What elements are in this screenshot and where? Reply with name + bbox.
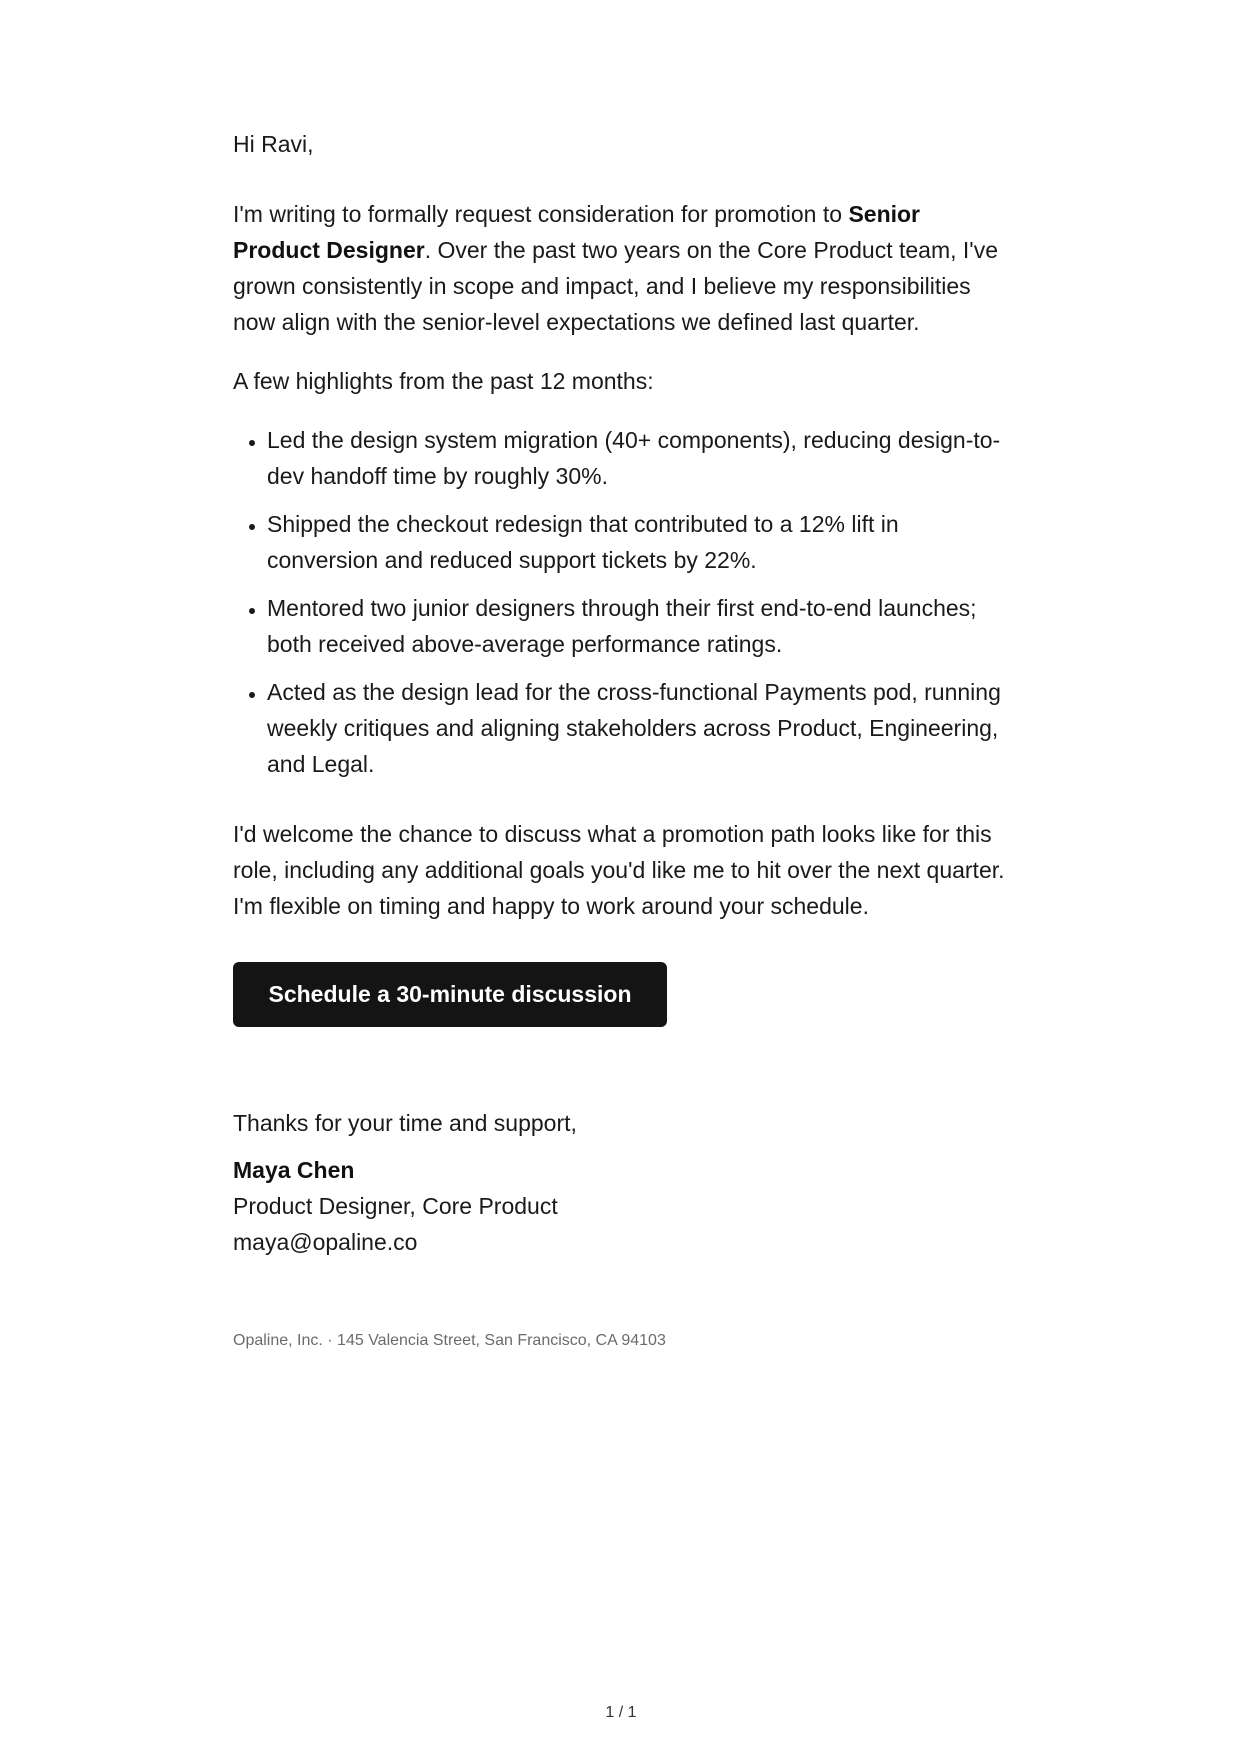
highlight-item: • Acted as the design lead for the cross-functional Payments pod, running weekly critiques and aligning stakeholders across Product, Engineering, and Legal. xyxy=(267,674,1013,782)
schedule-discussion-button[interactable]: Schedule a 30-minute discussion xyxy=(233,962,667,1027)
intro-text-before: I'm writing to formally request consideration for promotion to xyxy=(233,201,849,227)
intro-text-after: . Over the past two years on the Core Product team, I've grown consistently in scope and impact, and I believe my responsibilities now align with the senior-level expectations we defined last quarter. xyxy=(233,237,998,335)
highlights-list xyxy=(233,422,1013,782)
highlight-item: • Led the design system migration (40+ components), reducing design-to-dev handoff time by roughly 30%. xyxy=(267,422,1013,494)
highlight-item: • Shipped the checkout redesign that contributed to a 12% lift in conversion and reduced support tickets by 22%. xyxy=(267,506,1013,578)
letter-body xyxy=(233,126,1013,1260)
highlight-item: • Mentored two junior designers through their first end-to-end launches; both received above-average performance ratings. xyxy=(267,590,1013,662)
target-role: Senior Product Designer xyxy=(233,201,921,263)
closing-paragraph: I'd welcome the chance to discuss what a promotion path looks like for this role, including any additional goals you'd like me to hit over the next quarter. I'm flexible on timing and happy to work around your schedule. xyxy=(233,821,1005,919)
page-indicator: 1 / 1 xyxy=(605,1704,637,1721)
greeting: Hi Ravi, xyxy=(233,131,314,157)
company-footer: Opaline, Inc. · 145 Valencia Street, San Francisco, CA 94103 xyxy=(233,1332,666,1349)
highlights-intro: A few highlights from the past 12 months: xyxy=(233,368,654,394)
signoff xyxy=(233,1105,1013,1141)
intro-paragraph xyxy=(233,196,1013,340)
signature-title: Product Designer, Core Product xyxy=(233,1193,558,1219)
signoff-text: Thanks for your time and support, xyxy=(233,1110,577,1136)
signature-name: Maya Chen xyxy=(233,1157,355,1183)
signature-email[interactable]: maya@opaline.co xyxy=(233,1229,418,1255)
signature-block xyxy=(233,1152,1013,1260)
